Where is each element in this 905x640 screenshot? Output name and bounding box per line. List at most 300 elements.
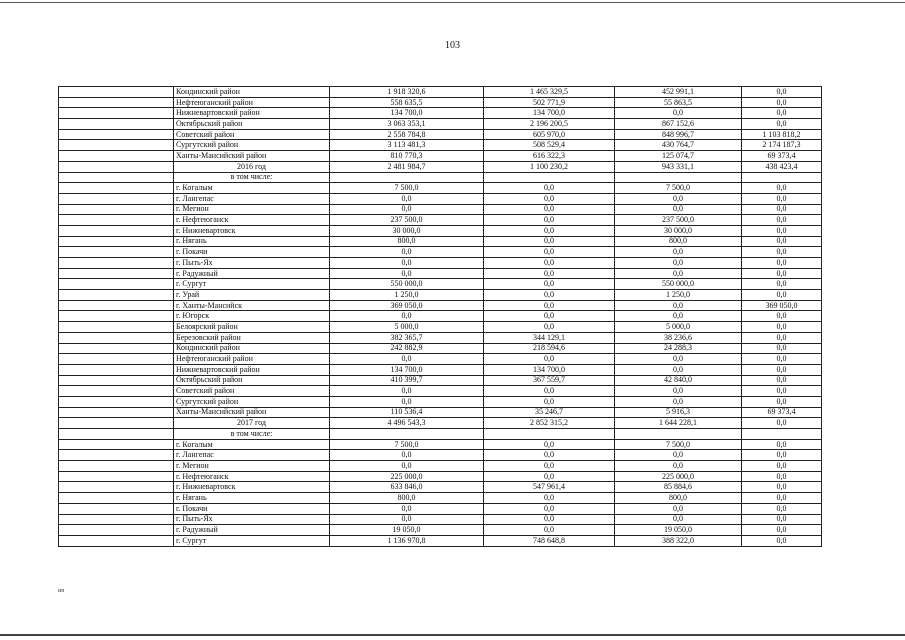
left-margin-cell [59,268,174,279]
table-row [59,225,822,236]
territory-name-cell: г. Нягань [174,236,330,247]
amount-cell-1: 0,0 [330,396,484,407]
table-row [59,364,822,375]
amount-cell-2: 605 970,0 [484,129,615,140]
amount-cell-3: 85 884,6 [615,482,742,493]
amount-cell-2: 0,0 [484,311,615,322]
territory-name-cell: Кондинский район [174,87,330,98]
territory-name-cell: г. Нягань [174,493,330,504]
left-margin-cell [59,300,174,311]
territory-name-cell: Сургутский район [174,396,330,407]
territory-name-cell: Березовский район [174,332,330,343]
left-margin-cell [59,322,174,333]
territory-name-cell: 2017 год [174,418,330,429]
amount-cell-1: 633 846,0 [330,482,484,493]
amount-cell-1: 3 113 481,3 [330,140,484,151]
amount-cell-4: 0,0 [742,354,822,365]
table-row [59,172,822,183]
amount-cell-3: 0,0 [615,364,742,375]
amount-cell-2: 0,0 [484,268,615,279]
amount-cell-3 [615,172,742,183]
amount-cell-4: 0,0 [742,236,822,247]
amount-cell-2: 0,0 [484,279,615,290]
budget-table [58,86,822,547]
amount-cell-3 [615,429,742,440]
table-row [59,471,822,482]
amount-cell-1: 0,0 [330,311,484,322]
amount-cell-3: 0,0 [615,258,742,269]
left-margin-cell [59,471,174,482]
amount-cell-3: 125 074,7 [615,151,742,162]
table-row [59,258,822,269]
left-margin-cell [59,364,174,375]
amount-cell-1: 382 365,7 [330,332,484,343]
territory-name-cell: г. Мегион [174,461,330,472]
amount-cell-1: 3 063 353,1 [330,119,484,130]
amount-cell-4: 0,0 [742,386,822,397]
amount-cell-2: 0,0 [484,514,615,525]
amount-cell-2: 134 700,0 [484,364,615,375]
table-row [59,215,822,226]
territory-name-cell: г. Радужный [174,525,330,536]
amount-cell-1: 410 399,7 [330,375,484,386]
table-row [59,396,822,407]
amount-cell-3: 24 288,3 [615,343,742,354]
territory-name-cell: г. Нижневартовск [174,482,330,493]
left-margin-cell [59,311,174,322]
amount-cell-2: 0,0 [484,300,615,311]
amount-cell-2: 0,0 [484,525,615,536]
territory-name-cell: Нижневартовский район [174,364,330,375]
table-row [59,290,822,301]
amount-cell-2: 748 648,8 [484,535,615,546]
territory-name-cell: г. Когалым [174,439,330,450]
table-row [59,161,822,172]
left-margin-cell [59,151,174,162]
amount-cell-4: 0,0 [742,418,822,429]
page-number: 103 [445,40,460,51]
table-row [59,204,822,215]
left-margin-cell [59,407,174,418]
left-margin-cell [59,332,174,343]
amount-cell-3: 0,0 [615,247,742,258]
amount-cell-3: 848 996,7 [615,129,742,140]
amount-cell-2: 0,0 [484,493,615,504]
left-margin-cell [59,119,174,130]
table-row [59,311,822,322]
amount-cell-1: 242 882,9 [330,343,484,354]
table-row [59,375,822,386]
table-row [59,322,822,333]
amount-cell-3: 0,0 [615,514,742,525]
left-margin-cell [59,279,174,290]
amount-cell-2: 0,0 [484,386,615,397]
footer-mark: ип [58,588,65,594]
amount-cell-4: 0,0 [742,87,822,98]
amount-cell-2: 616 322,3 [484,151,615,162]
amount-cell-4: 0,0 [742,503,822,514]
amount-cell-4: 0,0 [742,375,822,386]
territory-name-cell: Ханты-Мансийский район [174,151,330,162]
left-margin-cell [59,396,174,407]
amount-cell-2: 0,0 [484,204,615,215]
table-row [59,300,822,311]
amount-cell-4: 0,0 [742,535,822,546]
amount-cell-4: 0,0 [742,396,822,407]
amount-cell-3: 388 322,0 [615,535,742,546]
left-margin-cell [59,375,174,386]
territory-name-cell: г. Лангепас [174,193,330,204]
territory-name-cell: г. Ханты-Мансийск [174,300,330,311]
amount-cell-1: 1 918 320,6 [330,87,484,98]
left-margin-cell [59,172,174,183]
amount-cell-2: 35 246,7 [484,407,615,418]
amount-cell-4: 0,0 [742,193,822,204]
table-row [59,183,822,194]
amount-cell-4: 69 373,4 [742,407,822,418]
territory-name-cell: Советский район [174,129,330,140]
amount-cell-2: 0,0 [484,290,615,301]
amount-cell-1: 237 500,0 [330,215,484,226]
table-row [59,140,822,151]
amount-cell-4: 438 423,4 [742,161,822,172]
territory-name-cell: г. Нижневартовск [174,225,330,236]
left-margin-cell [59,493,174,504]
territory-name-cell: Сургутский район [174,140,330,151]
left-margin-cell [59,450,174,461]
territory-name-cell: г. Нефтеюганск [174,215,330,226]
amount-cell-2: 508 529,4 [484,140,615,151]
territory-name-cell: г. Пыть-Ях [174,258,330,269]
amount-cell-4: 369 050,0 [742,300,822,311]
amount-cell-3: 0,0 [615,396,742,407]
amount-cell-4: 0,0 [742,332,822,343]
amount-cell-3: 19 050,0 [615,525,742,536]
amount-cell-4: 0,0 [742,183,822,194]
amount-cell-3: 237 500,0 [615,215,742,226]
amount-cell-1: 0,0 [330,514,484,525]
amount-cell-1: 0,0 [330,503,484,514]
amount-cell-4: 0,0 [742,279,822,290]
territory-name-cell: Нефтеюганский район [174,354,330,365]
left-margin-cell [59,247,174,258]
amount-cell-2: 367 559,7 [484,375,615,386]
amount-cell-3: 943 331,1 [615,161,742,172]
left-margin-cell [59,225,174,236]
amount-cell-2: 0,0 [484,236,615,247]
amount-cell-2: 0,0 [484,450,615,461]
amount-cell-4: 0,0 [742,514,822,525]
amount-cell-3: 0,0 [615,193,742,204]
amount-cell-4: 0,0 [742,493,822,504]
amount-cell-1: 0,0 [330,204,484,215]
amount-cell-3: 0,0 [615,268,742,279]
amount-cell-3: 430 764,7 [615,140,742,151]
territory-name-cell: Кондинский район [174,343,330,354]
amount-cell-2: 0,0 [484,225,615,236]
territory-name-cell: г. Урай [174,290,330,301]
amount-cell-3: 0,0 [615,450,742,461]
amount-cell-1: 1 250,0 [330,290,484,301]
territory-name-cell: г. Когалым [174,183,330,194]
amount-cell-4: 0,0 [742,225,822,236]
amount-cell-1: 0,0 [330,461,484,472]
territory-name-cell: г. Лангепас [174,450,330,461]
amount-cell-4: 0,0 [742,108,822,119]
table-row [59,268,822,279]
amount-cell-1: 2 558 784,8 [330,129,484,140]
amount-cell-4: 0,0 [742,97,822,108]
amount-cell-1: 225 000,0 [330,471,484,482]
amount-cell-1: 1 136 970,8 [330,535,484,546]
amount-cell-2: 2 852 315,2 [484,418,615,429]
amount-cell-2: 218 594,6 [484,343,615,354]
left-margin-cell [59,343,174,354]
amount-cell-4: 0,0 [742,311,822,322]
amount-cell-2: 0,0 [484,247,615,258]
amount-cell-3: 800,0 [615,493,742,504]
amount-cell-4: 0,0 [742,268,822,279]
left-margin-cell [59,439,174,450]
amount-cell-4: 0,0 [742,247,822,258]
amount-cell-3: 0,0 [615,204,742,215]
amount-cell-3: 38 236,6 [615,332,742,343]
table-row [59,535,822,546]
amount-cell-2: 0,0 [484,193,615,204]
table-row [59,450,822,461]
table-body [59,87,822,547]
amount-cell-4: 0,0 [742,322,822,333]
page-top-edge [0,2,905,3]
table-row [59,236,822,247]
amount-cell-1: 2 481 984,7 [330,161,484,172]
amount-cell-3: 0,0 [615,108,742,119]
amount-cell-2: 1 100 230,2 [484,161,615,172]
left-margin-cell [59,535,174,546]
amount-cell-1: 4 496 543,3 [330,418,484,429]
amount-cell-3: 7 500,0 [615,439,742,450]
amount-cell-2: 0,0 [484,503,615,514]
territory-name-cell: Нефтеюганский район [174,97,330,108]
amount-cell-1: 0,0 [330,258,484,269]
amount-cell-2: 0,0 [484,461,615,472]
table-row [59,439,822,450]
amount-cell-2: 502 771,9 [484,97,615,108]
amount-cell-1: 0,0 [330,354,484,365]
amount-cell-3: 55 863,5 [615,97,742,108]
territory-name-cell: Белоярский район [174,322,330,333]
amount-cell-1: 0,0 [330,386,484,397]
amount-cell-1: 5 000,0 [330,322,484,333]
table-row [59,332,822,343]
left-margin-cell [59,482,174,493]
amount-cell-4: 0,0 [742,343,822,354]
territory-name-cell: г. Югорск [174,311,330,322]
territory-name-cell: Ханты-Мансийский район [174,407,330,418]
table-row [59,354,822,365]
territory-name-cell: Октябрьский район [174,375,330,386]
table-row [59,151,822,162]
amount-cell-3: 42 840,0 [615,375,742,386]
left-margin-cell [59,290,174,301]
territory-name-cell: г. Покачи [174,247,330,258]
left-margin-cell [59,354,174,365]
amount-cell-3: 550 000,0 [615,279,742,290]
territory-name-cell: г. Нефтеюганск [174,471,330,482]
left-margin-cell [59,140,174,151]
left-margin-cell [59,193,174,204]
territory-name-cell: в том числе: [174,172,330,183]
amount-cell-4: 0,0 [742,290,822,301]
left-margin-cell [59,258,174,269]
territory-name-cell: Нижневартовский район [174,108,330,119]
left-margin-cell [59,204,174,215]
amount-cell-1: 134 700,0 [330,108,484,119]
territory-name-cell: г. Пыть-Ях [174,514,330,525]
amount-cell-1: 0,0 [330,450,484,461]
table-row [59,108,822,119]
amount-cell-1: 110 536,4 [330,407,484,418]
amount-cell-3: 0,0 [615,354,742,365]
amount-cell-3: 7 500,0 [615,183,742,194]
amount-cell-4: 69 373,4 [742,151,822,162]
left-margin-cell [59,514,174,525]
amount-cell-2: 0,0 [484,396,615,407]
table-row [59,193,822,204]
amount-cell-1: 800,0 [330,493,484,504]
amount-cell-2 [484,172,615,183]
table-row [59,97,822,108]
amount-cell-4: 0,0 [742,461,822,472]
table-row [59,87,822,98]
table-row [59,247,822,258]
left-margin-cell [59,503,174,514]
amount-cell-1: 550 000,0 [330,279,484,290]
territory-name-cell: Октябрьский район [174,119,330,130]
left-margin-cell [59,236,174,247]
amount-cell-1: 800,0 [330,236,484,247]
amount-cell-4 [742,429,822,440]
amount-cell-2: 344 129,1 [484,332,615,343]
amount-cell-4: 0,0 [742,215,822,226]
amount-cell-2: 0,0 [484,322,615,333]
amount-cell-4: 0,0 [742,439,822,450]
amount-cell-3: 5 916,3 [615,407,742,418]
table-row [59,343,822,354]
amount-cell-3: 1 644 228,1 [615,418,742,429]
amount-cell-3: 452 991,1 [615,87,742,98]
amount-cell-2: 0,0 [484,215,615,226]
amount-cell-4: 0,0 [742,364,822,375]
amount-cell-1: 19 050,0 [330,525,484,536]
territory-name-cell: г. Радужный [174,268,330,279]
amount-cell-3: 5 000,0 [615,322,742,333]
amount-cell-3: 30 000,0 [615,225,742,236]
amount-cell-1 [330,429,484,440]
amount-cell-2: 0,0 [484,354,615,365]
page-bottom-edge [0,634,905,636]
table-row [59,525,822,536]
amount-cell-3: 0,0 [615,386,742,397]
amount-cell-1: 0,0 [330,268,484,279]
table-row [59,407,822,418]
left-margin-cell [59,429,174,440]
left-margin-cell [59,461,174,472]
territory-name-cell: г. Покачи [174,503,330,514]
table-row [59,279,822,290]
amount-cell-4: 0,0 [742,471,822,482]
left-margin-cell [59,215,174,226]
table-row [59,461,822,472]
amount-cell-4: 1 103 818,2 [742,129,822,140]
left-margin-cell [59,183,174,194]
amount-cell-3: 1 250,0 [615,290,742,301]
table-row [59,493,822,504]
amount-cell-3: 867 152,6 [615,119,742,130]
amount-cell-1: 0,0 [330,193,484,204]
amount-cell-1 [330,172,484,183]
amount-cell-2: 0,0 [484,183,615,194]
table-row [59,418,822,429]
amount-cell-2: 0,0 [484,439,615,450]
amount-cell-1: 558 635,5 [330,97,484,108]
amount-cell-2: 2 196 200,5 [484,119,615,130]
table-row [59,429,822,440]
amount-cell-3: 0,0 [615,300,742,311]
left-margin-cell [59,97,174,108]
table-row [59,514,822,525]
amount-cell-4: 0,0 [742,525,822,536]
left-margin-cell [59,418,174,429]
territory-name-cell: Советский район [174,386,330,397]
amount-cell-1: 7 500,0 [330,439,484,450]
amount-cell-2: 1 465 329,5 [484,87,615,98]
territory-name-cell: г. Сургут [174,279,330,290]
amount-cell-2: 0,0 [484,258,615,269]
amount-cell-3: 0,0 [615,503,742,514]
left-margin-cell [59,161,174,172]
amount-cell-4: 0,0 [742,450,822,461]
territory-name-cell: в том числе: [174,429,330,440]
table-row [59,503,822,514]
territory-name-cell: г. Мегион [174,204,330,215]
amount-cell-3: 0,0 [615,461,742,472]
amount-cell-2: 134 700,0 [484,108,615,119]
amount-cell-2: 0,0 [484,471,615,482]
amount-cell-1: 369 050,0 [330,300,484,311]
left-margin-cell [59,525,174,536]
amount-cell-4: 0,0 [742,204,822,215]
table-row [59,482,822,493]
territory-name-cell: г. Сургут [174,535,330,546]
amount-cell-4: 0,0 [742,482,822,493]
amount-cell-1: 0,0 [330,247,484,258]
amount-cell-3: 0,0 [615,311,742,322]
amount-cell-1: 7 500,0 [330,183,484,194]
territory-name-cell: 2016 год [174,161,330,172]
amount-cell-2: 547 961,4 [484,482,615,493]
amount-cell-1: 30 000,0 [330,225,484,236]
left-margin-cell [59,386,174,397]
amount-cell-2 [484,429,615,440]
left-margin-cell [59,87,174,98]
amount-cell-1: 810 770,3 [330,151,484,162]
amount-cell-3: 800,0 [615,236,742,247]
amount-cell-4: 0,0 [742,258,822,269]
table-row [59,386,822,397]
amount-cell-3: 225 000,0 [615,471,742,482]
left-margin-cell [59,108,174,119]
